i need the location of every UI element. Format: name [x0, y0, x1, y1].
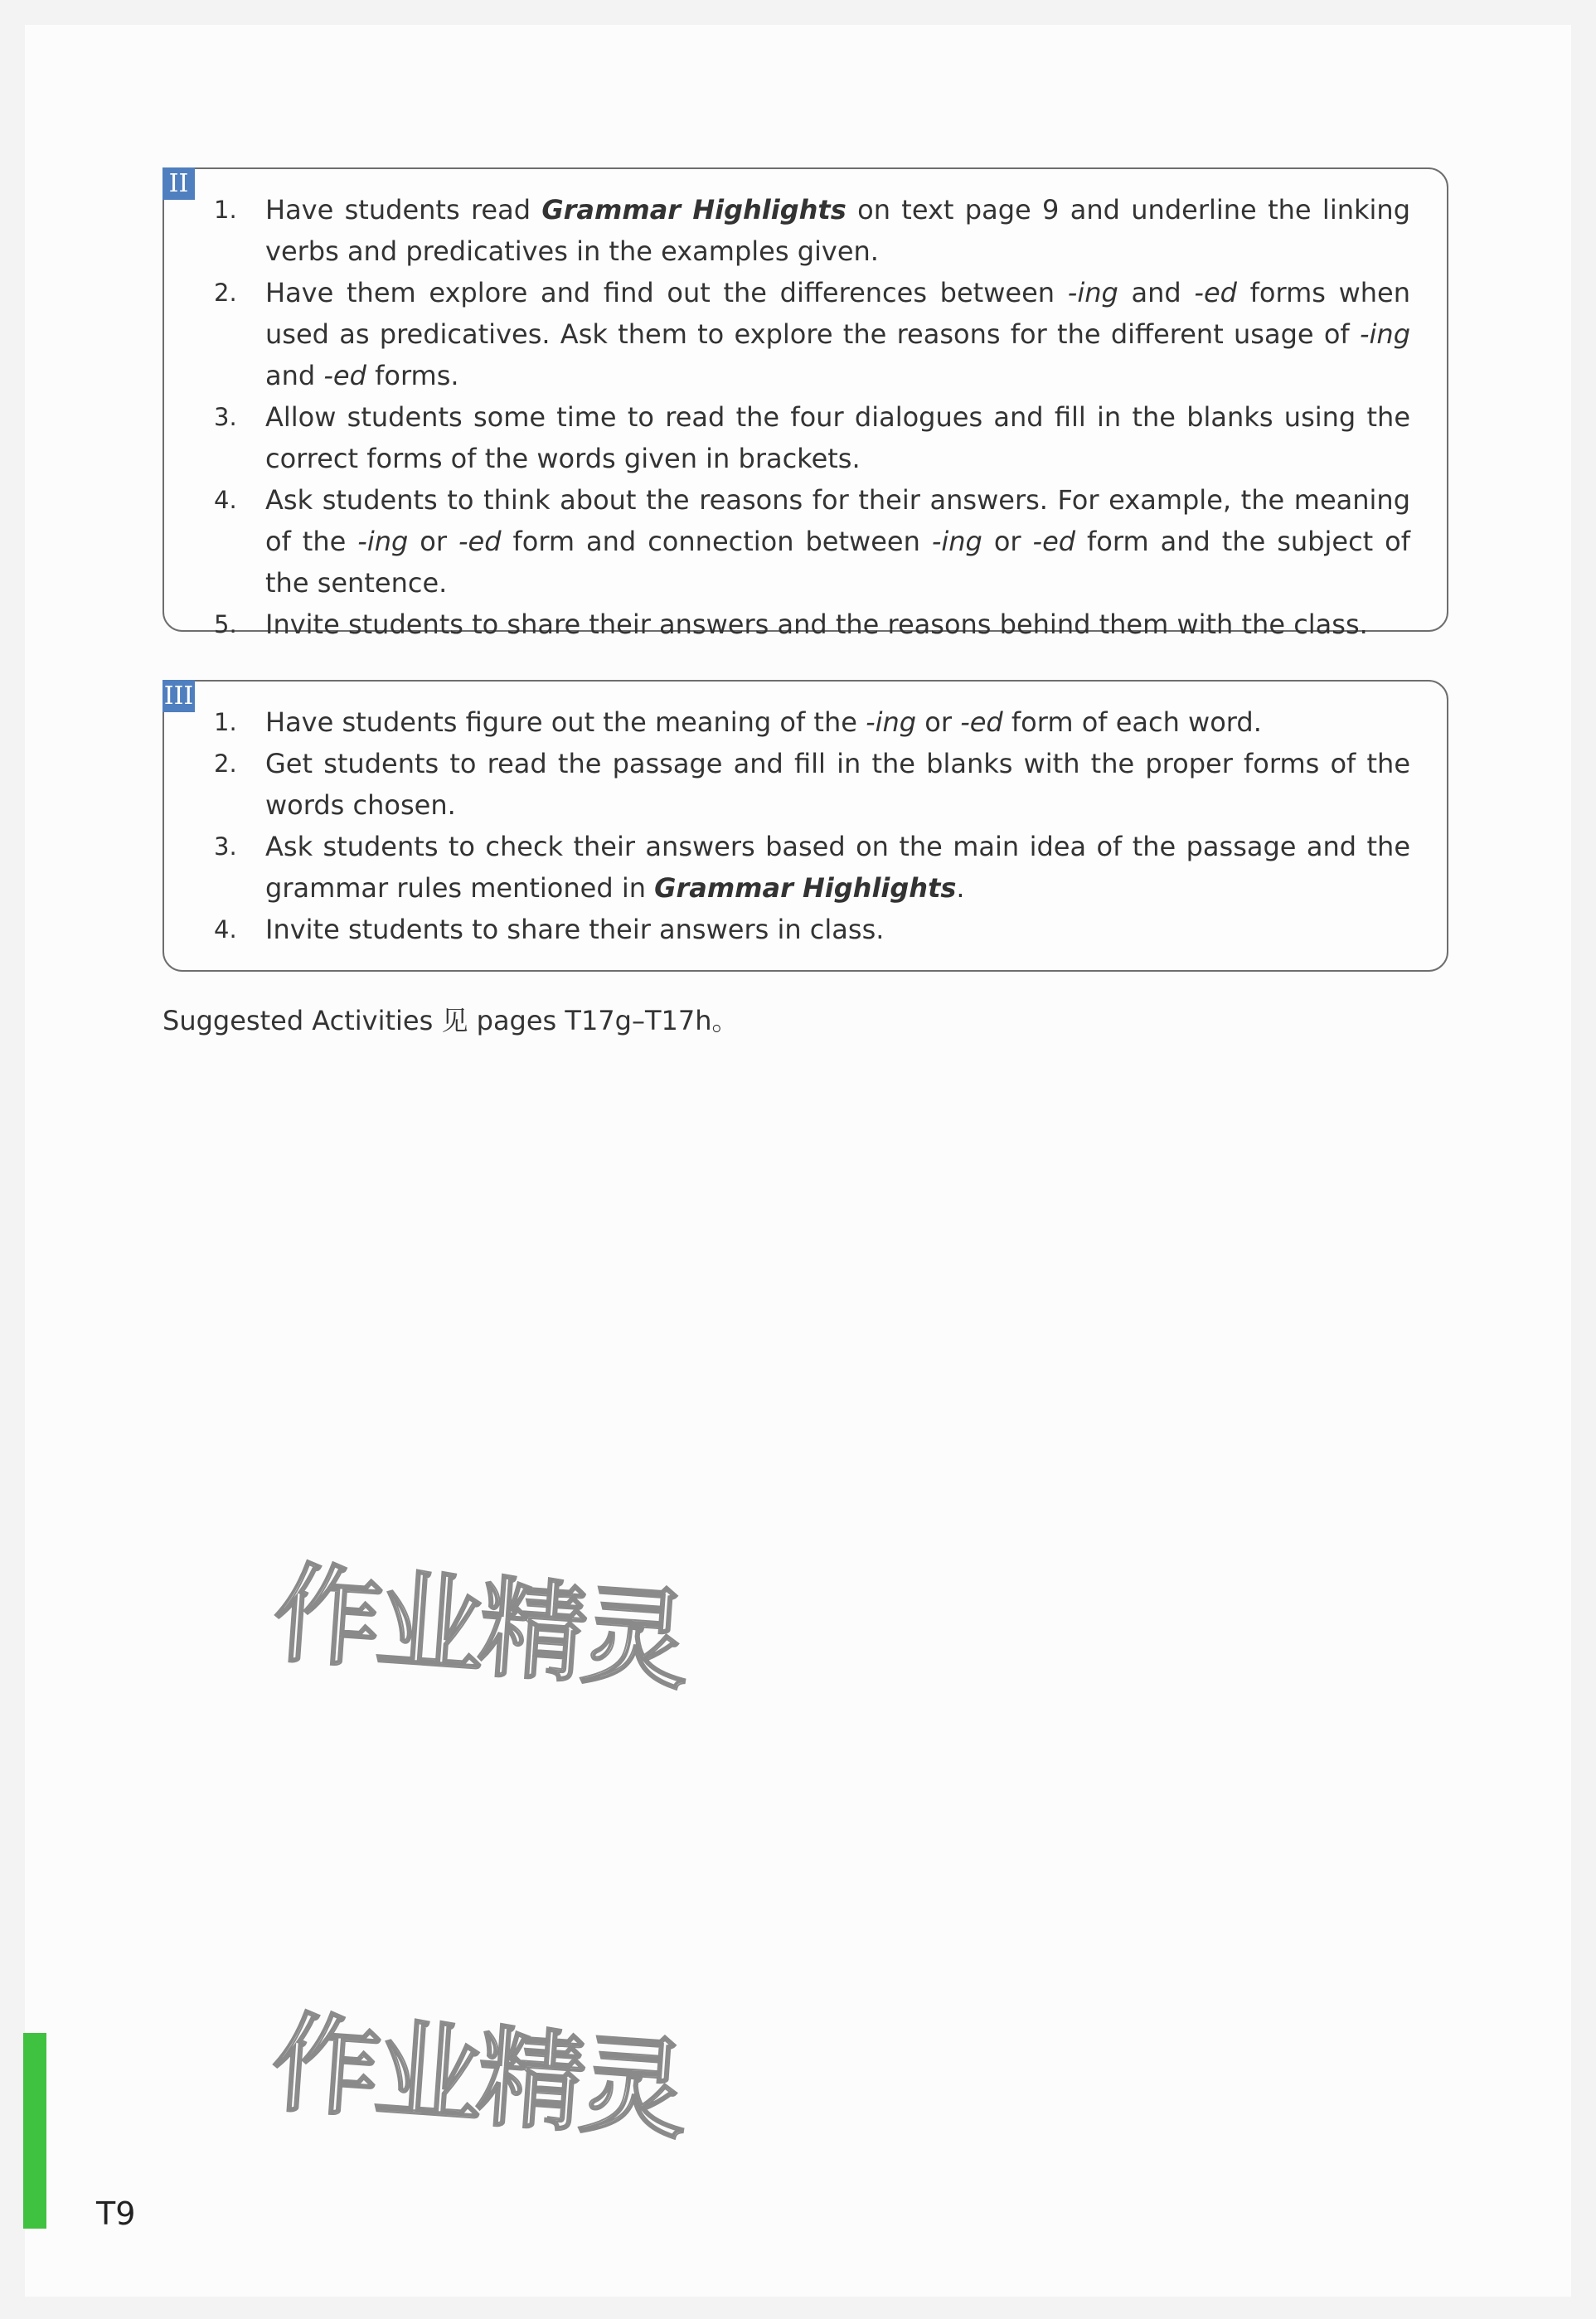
text-run: Ask students to think about the reasons for their answers. For example, the meaning of the — [265, 484, 1410, 557]
italic-term: -ed — [323, 360, 366, 391]
step-text — [265, 831, 1410, 904]
step-item — [214, 396, 1410, 479]
text-run: . — [956, 872, 965, 904]
text-run: Invite students to share their answers in class. — [265, 914, 885, 945]
step-number: 5. — [214, 610, 237, 638]
italic-term: -ing — [931, 526, 982, 557]
step-item — [214, 701, 1410, 743]
suggested-activities: Suggested Activities 见 pages T17g–T17h。 — [163, 1005, 739, 1036]
step-text — [265, 277, 1410, 391]
section-ii-box — [163, 167, 1448, 640]
step-text — [265, 706, 1262, 738]
text-run: Ask students to check their answers based on the main idea of the passage and the grammar rules mentioned in — [265, 831, 1410, 904]
step-item — [214, 272, 1410, 396]
step-number: 3. — [214, 403, 237, 431]
section-ii-badge: II — [163, 167, 195, 200]
text-run: or — [982, 526, 1033, 557]
text-run: Get students to read the passage and fill in the blanks with the proper forms of the words chosen. — [265, 748, 1410, 821]
step-item — [214, 479, 1410, 604]
step-number: 3. — [214, 832, 237, 861]
italic-term: -ed — [1194, 277, 1237, 308]
step-text — [265, 609, 1368, 640]
italic-term: -ing — [866, 706, 917, 738]
italic-term: -ed — [458, 526, 502, 557]
italic-term: -ing — [1359, 318, 1410, 350]
text-run: Invite students to share their answers and the reasons behind them with the class. — [265, 609, 1368, 640]
step-number: 1. — [214, 708, 237, 736]
step-item — [214, 909, 1410, 950]
step-text — [265, 401, 1410, 474]
step-text — [265, 914, 884, 945]
section-ii-steps — [214, 189, 1410, 645]
step-text — [265, 748, 1410, 821]
step-number: 4. — [214, 486, 237, 514]
page-edge-marker — [23, 2033, 46, 2229]
section-iii-badge: III — [163, 682, 194, 711]
text-run: or — [408, 526, 458, 557]
text-run: on text page 9 and underline the linking verbs and predicatives in the examples given. — [265, 194, 1411, 267]
text-run: or — [916, 706, 961, 738]
text-run: form of each word. — [1002, 706, 1262, 738]
step-item — [214, 604, 1410, 645]
step-number: 2. — [214, 279, 237, 307]
step-number: 1. — [214, 196, 237, 224]
text-run: Have students figure out the meaning of the — [265, 706, 866, 738]
watermark-logo: 作业精灵 — [269, 1550, 689, 1705]
emphasis-title: Grammar Highlights — [654, 872, 957, 904]
italic-term: -ing — [357, 526, 409, 557]
italic-term: -ed — [960, 706, 1003, 738]
text-run: form and the subject of the sentence. — [265, 526, 1411, 599]
text-run: form and connection between — [501, 526, 932, 557]
step-item — [214, 743, 1410, 826]
text-run: Have them explore and find out the differences between — [265, 277, 1068, 308]
text-run: Allow students some time to read the four dialogues and fill in the blanks using the correct forms of the words given in brackets. — [265, 401, 1410, 474]
step-item — [214, 826, 1410, 909]
italic-term: -ing — [1067, 277, 1118, 308]
step-item — [214, 189, 1410, 272]
text-run: and — [1118, 277, 1195, 308]
step-text — [265, 194, 1410, 267]
section-iii-steps — [214, 701, 1410, 950]
italic-term: -ed — [1032, 526, 1076, 557]
text-run: Have students read — [265, 194, 542, 226]
emphasis-title: Grammar Highlights — [541, 194, 847, 226]
text-run: forms. — [366, 360, 459, 391]
page-number: T9 — [96, 2195, 136, 2232]
step-number: 2. — [214, 750, 237, 778]
step-number: 4. — [214, 915, 237, 944]
text-run: and — [265, 360, 324, 391]
watermark-logo: 作业精灵 — [268, 1999, 687, 2155]
step-text — [265, 484, 1410, 599]
text-run: forms when used as predicatives. Ask them to explore the reasons for the different usage of — [265, 277, 1411, 350]
section-iii-box — [163, 680, 1448, 972]
